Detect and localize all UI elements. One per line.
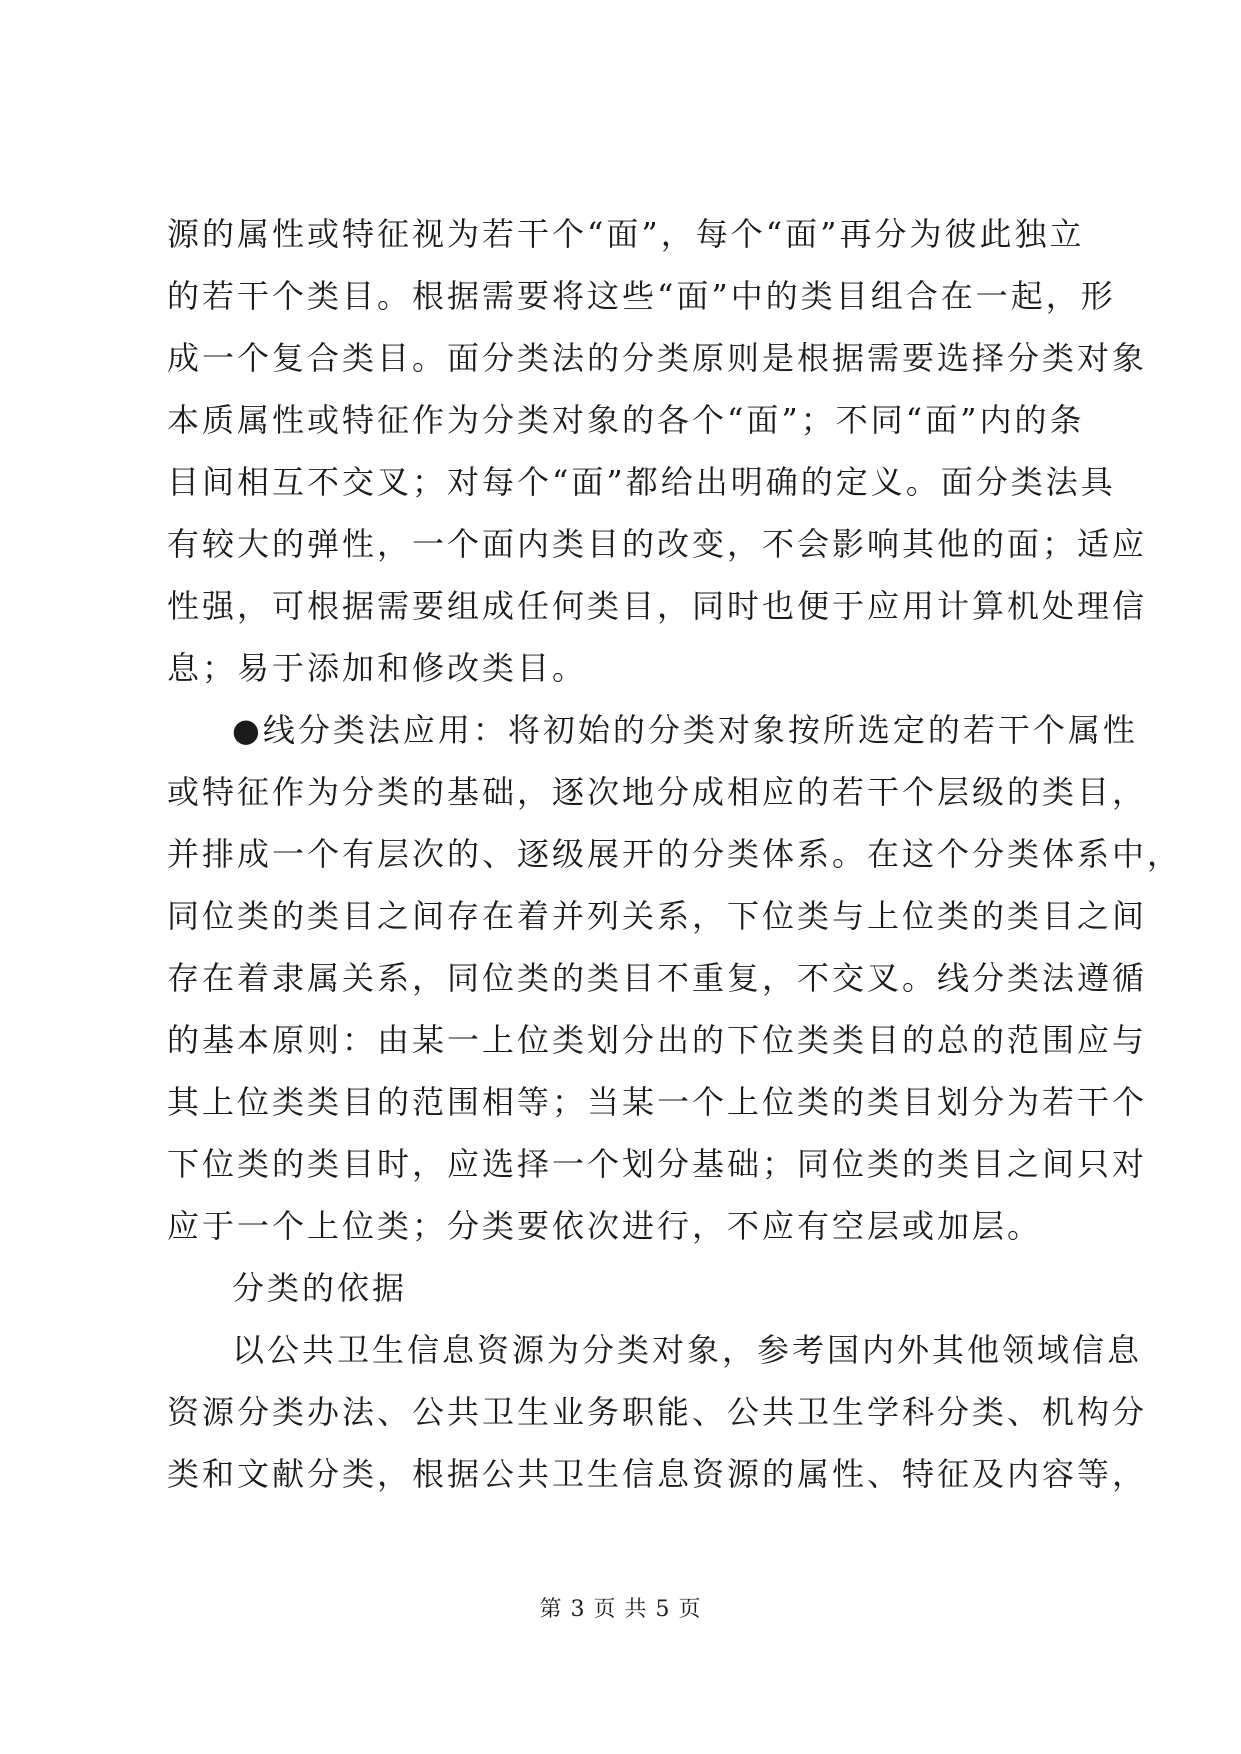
text-line: 成一个复合类目。面分类法的分类原则是根据需要选择分类对象 <box>167 339 1148 377</box>
text-line: 其上位类类目的范围相等；当某一个上位类的类目划分为若干个 <box>167 1083 1148 1121</box>
text-line: 并排成一个有层次的、逐级展开的分类体系。在这个分类体系中， <box>167 835 1183 873</box>
text-line: 本质属性或特征作为分类对象的各个“面”；不同“面”内的条 <box>167 401 1085 439</box>
text-line: 的基本原则：由某一上位类划分出的下位类类目的总的范围应与 <box>167 1021 1148 1059</box>
text-line: ●线分类法应用：将初始的分类对象按所选定的若干个属性 <box>232 711 1138 749</box>
text-line: 下位类的类目时，应选择一个划分基础；同位类的类目之间只对 <box>167 1145 1148 1183</box>
text-line: 有较大的弹性，一个面内类目的改变，不会影响其他的面；适应 <box>167 525 1148 563</box>
text-line: 或特征作为分类的基础，逐次地分成相应的若干个层级的类目， <box>167 773 1148 811</box>
text-line: 同位类的类目之间存在着并列关系，下位类与上位类的类目之间 <box>167 897 1148 935</box>
text-line: 存在着隶属关系，同位类的类目不重复，不交叉。线分类法遵循 <box>167 959 1148 997</box>
text-line: 应于一个上位类；分类要依次进行，不应有空层或加层。 <box>167 1207 1043 1245</box>
text-line: 性强，可根据需要组成任何类目，同时也便于应用计算机处理信 <box>167 587 1148 625</box>
text-line: 的若干个类目。根据需要将这些“面”中的类目组合在一起，形 <box>167 277 1116 315</box>
text-line: 类和文献分类，根据公共卫生信息资源的属性、特征及内容等， <box>167 1455 1148 1493</box>
page-footer: 第 3 页 共 5 页 <box>539 1597 702 1622</box>
text-line: 目间相互不交叉；对每个“面”都给出明确的定义。面分类法具 <box>167 463 1116 501</box>
text-line: 源的属性或特征视为若干个“面”，每个“面”再分为彼此独立 <box>167 215 1085 253</box>
text-line: 资源分类办法、公共卫生业务职能、公共卫生学科分类、机构分 <box>167 1393 1148 1431</box>
text-line: 以公共卫生信息资源为分类对象，参考国内外其他领域信息 <box>232 1331 1143 1369</box>
text-line: 息；易于添加和修改类目。 <box>167 649 588 687</box>
section-heading: 分类的依据 <box>232 1269 408 1307</box>
